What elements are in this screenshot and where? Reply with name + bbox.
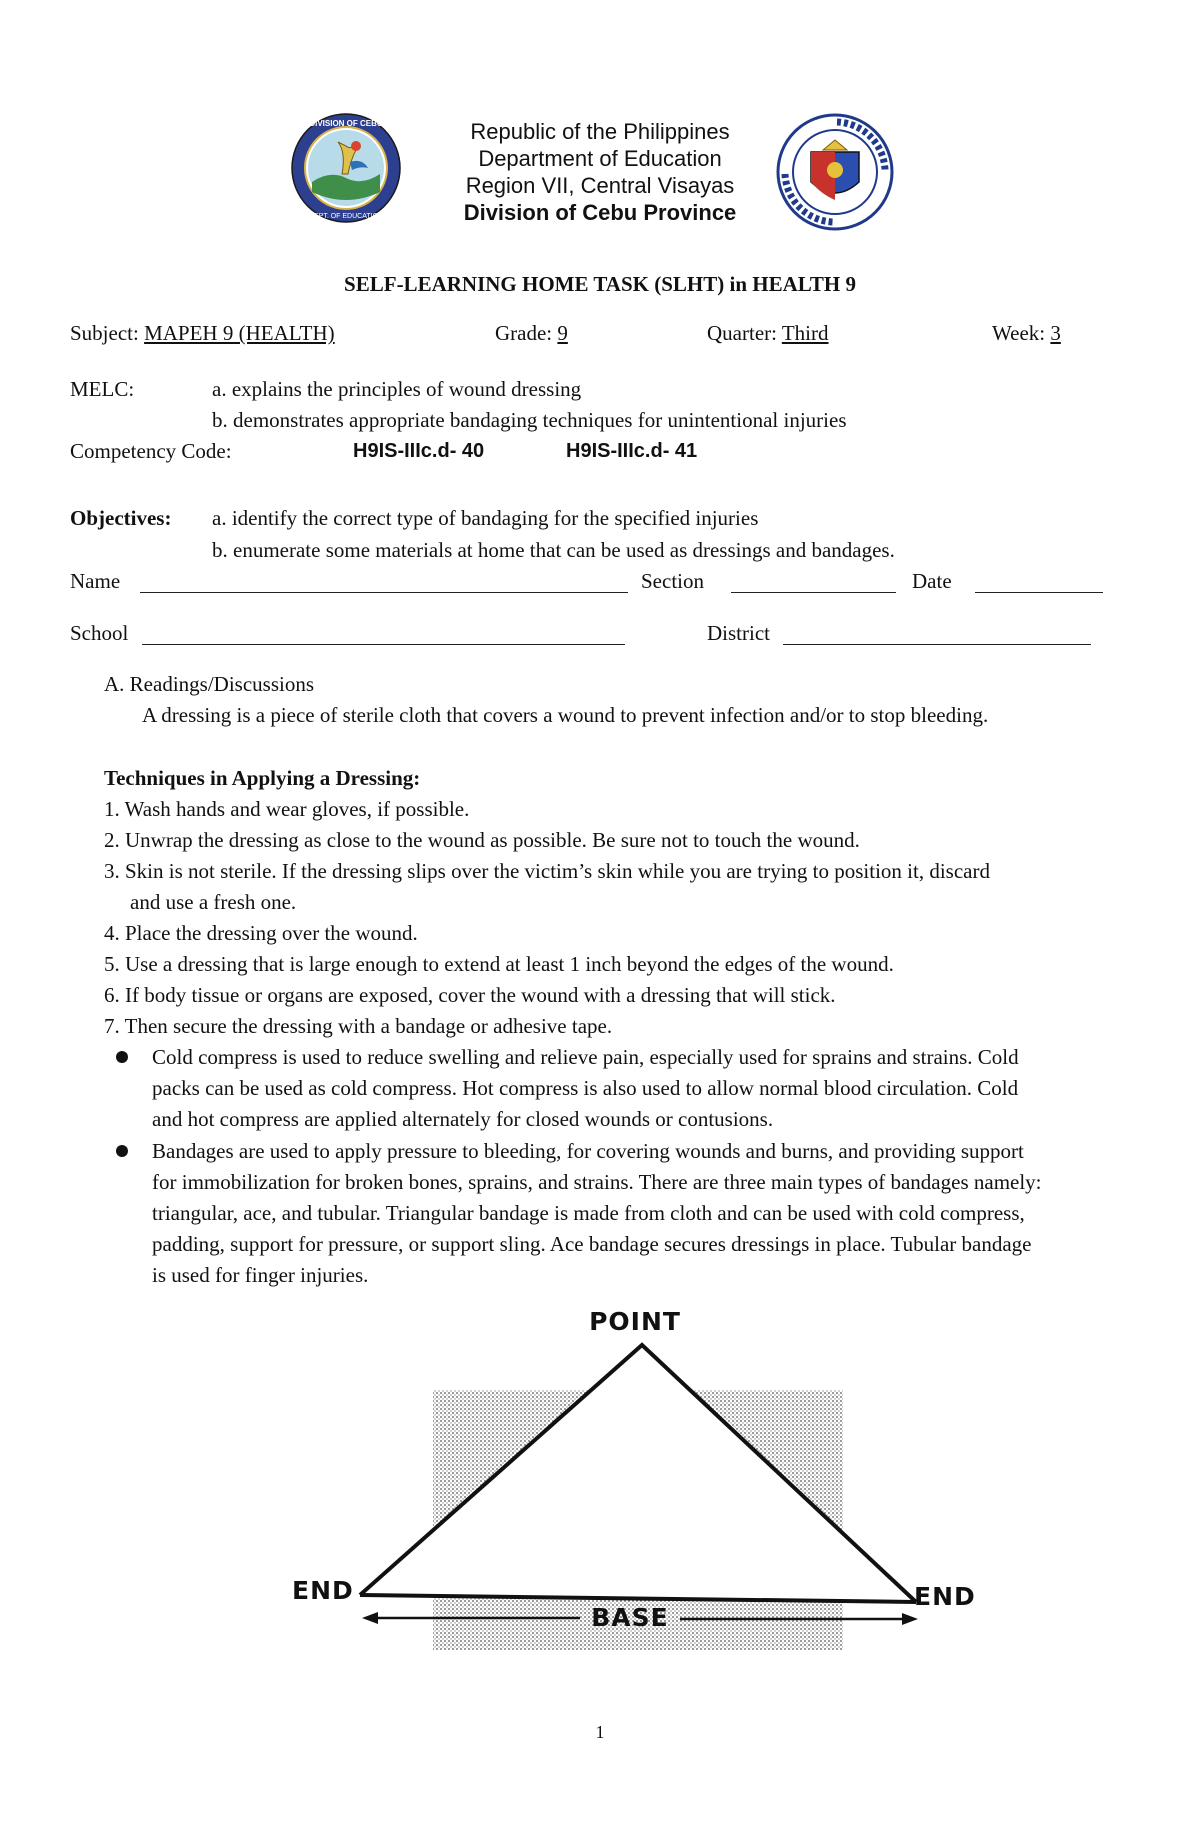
objective-item: a. identify the correct type of bandaging for the specified injuries bbox=[212, 506, 759, 530]
technique-step-continued: and use a fresh one. bbox=[130, 890, 297, 914]
technique-step: 2. Unwrap the dressing as close to the wound as possible. Be sure not to touch the wound. bbox=[104, 828, 860, 852]
techniques-heading: Techniques in Applying a Dressing: bbox=[104, 766, 421, 790]
svg-text:DIVISION OF CEBU: DIVISION OF CEBU bbox=[309, 119, 383, 128]
base-label: BASE bbox=[591, 1603, 669, 1632]
arrow-right-icon bbox=[902, 1613, 918, 1625]
left-end-label: END bbox=[292, 1576, 354, 1605]
technique-step: 1. Wash hands and wear gloves, if possible. bbox=[104, 797, 470, 821]
objective-item: b. enumerate some materials at home that can be used as dressings and bandages. bbox=[212, 538, 895, 562]
name-label: Name bbox=[70, 569, 121, 593]
name-field bbox=[70, 568, 120, 594]
name-blank[interactable] bbox=[140, 574, 628, 593]
district-blank[interactable] bbox=[783, 626, 1091, 645]
grade-value: 9 bbox=[557, 321, 568, 345]
melc-label: MELC: bbox=[70, 377, 135, 401]
right-end-label: END bbox=[914, 1582, 976, 1611]
quarter-value: Third bbox=[781, 321, 829, 345]
agency-header bbox=[380, 118, 820, 226]
page-title: SELF-LEARNING HOME TASK (SLHT) in HEALTH 9 bbox=[344, 272, 856, 296]
bullet-line: triangular, ace, and tubular. Triangular bandage is made from cloth and can be used with cold compress, bbox=[152, 1201, 1025, 1225]
week-value: 3 bbox=[1050, 321, 1061, 345]
header-department: Department of Education bbox=[478, 146, 722, 171]
subject-label: Subject: bbox=[70, 321, 139, 345]
week-field bbox=[992, 320, 1061, 346]
triangular-bandage-diagram bbox=[280, 1300, 980, 1660]
bullet-icon bbox=[116, 1145, 128, 1157]
bullet-line: Bandages are used to apply pressure to bleeding, for covering wounds and burns, and providing support bbox=[152, 1139, 1024, 1163]
bullet-line: padding, support for pressure, or support sling. Ace bandage secures dressings in place. Tubular bandage bbox=[152, 1232, 1032, 1256]
deped-seal-logo bbox=[775, 112, 895, 232]
district-label: District bbox=[707, 621, 770, 645]
deped-seal-icon bbox=[775, 112, 895, 232]
subject-value: MAPEH 9 (HEALTH) bbox=[144, 321, 335, 345]
technique-step: 5. Use a dressing that is large enough to extend at least 1 inch beyond the edges of the wound. bbox=[104, 952, 894, 976]
technique-step: 7. Then secure the dressing with a bandage or adhesive tape. bbox=[104, 1014, 613, 1038]
melc-item: a. explains the principles of wound dressing bbox=[212, 377, 582, 401]
week-label: Week: bbox=[992, 321, 1046, 345]
school-blank[interactable] bbox=[142, 626, 625, 645]
quarter-field bbox=[707, 320, 829, 346]
competency-code: H9IS-IIIc.d- 40 bbox=[353, 440, 485, 462]
bullet-line: is used for finger injuries. bbox=[152, 1263, 369, 1287]
competency-code: H9IS-IIIc.d- 41 bbox=[566, 440, 698, 462]
quarter-label: Quarter: bbox=[707, 321, 777, 345]
bullet-line: Cold compress is used to reduce swelling and relieve pain, especially used for sprains and strains. Cold bbox=[152, 1045, 1019, 1069]
readings-intro: A dressing is a piece of sterile cloth that covers a wound to prevent infection and/or to stop bleeding. bbox=[142, 703, 989, 727]
date-label: Date bbox=[912, 569, 952, 593]
bullet-line: and hot compress are applied alternately for closed wounds or contusions. bbox=[152, 1107, 774, 1131]
school-label: School bbox=[70, 621, 129, 645]
section-blank[interactable] bbox=[731, 574, 896, 593]
grade-field bbox=[495, 320, 568, 346]
arrow-left-icon bbox=[362, 1612, 378, 1624]
date-blank[interactable] bbox=[975, 574, 1103, 593]
section-label: Section bbox=[641, 569, 704, 593]
technique-step: 6. If body tissue or organs are exposed, cover the wound with a dressing that will stick. bbox=[104, 983, 836, 1007]
melc-item: b. demonstrates appropriate bandaging techniques for unintentional injuries bbox=[212, 408, 847, 432]
grade-label: Grade: bbox=[495, 321, 553, 345]
technique-step: 4. Place the dressing over the wound. bbox=[104, 921, 418, 945]
point-label: POINT bbox=[589, 1307, 681, 1336]
header-division: Division of Cebu Province bbox=[463, 200, 737, 225]
objectives-label: Objectives: bbox=[70, 506, 172, 530]
header-region: Region VII, Central Visayas bbox=[465, 173, 735, 198]
subject-field bbox=[70, 320, 335, 346]
competency-label: Competency Code: bbox=[70, 439, 232, 463]
header-republic: Republic of the Philippines bbox=[470, 119, 730, 144]
bullet-line: packs can be used as cold compress. Hot compress is also used to allow normal blood circulation. Cold bbox=[152, 1076, 1019, 1100]
readings-heading: A. Readings/Discussions bbox=[104, 672, 314, 696]
bullet-line: for immobilization for broken bones, sprains, and strains. There are three main types of bandages namely: bbox=[152, 1170, 1042, 1194]
svg-text:DEPT. OF EDUCATION: DEPT. OF EDUCATION bbox=[308, 213, 384, 220]
technique-step: 3. Skin is not sterile. If the dressing slips over the victim’s skin while you are trying to position it, discard bbox=[104, 859, 990, 883]
bullet-icon bbox=[116, 1051, 128, 1063]
page-number: 1 bbox=[595, 1722, 605, 1742]
